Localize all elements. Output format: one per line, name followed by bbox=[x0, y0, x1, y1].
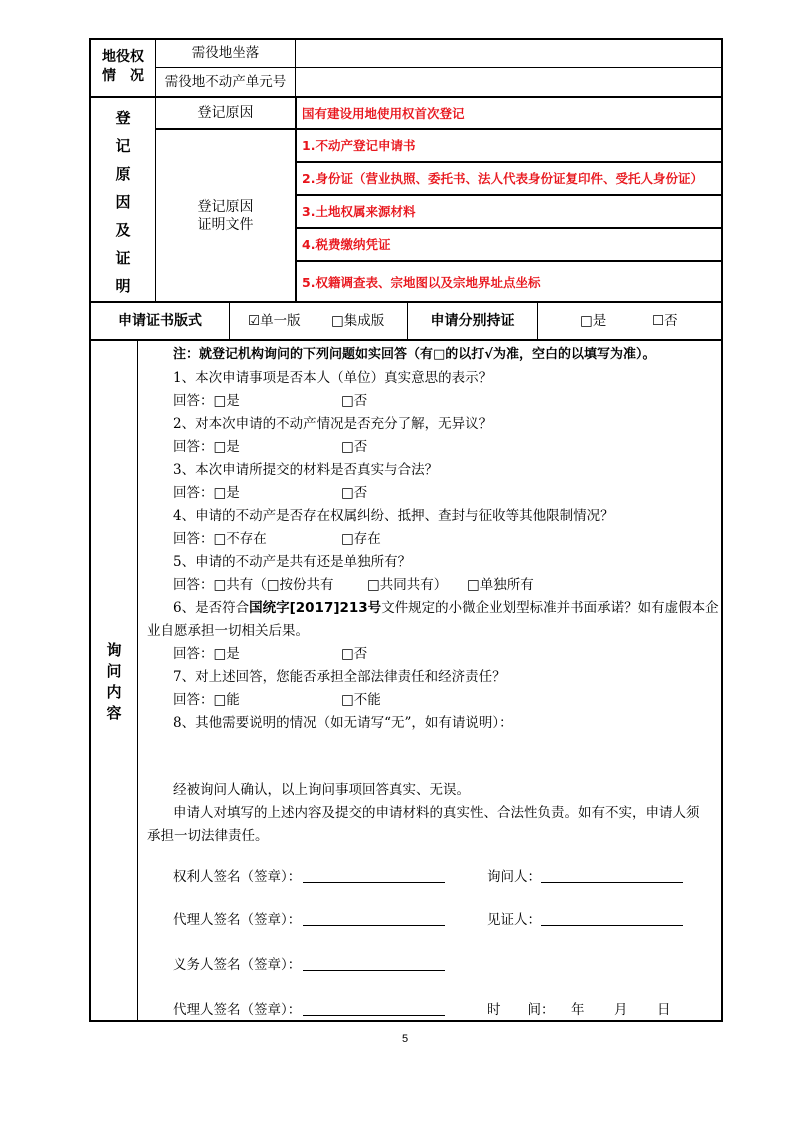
easement-header-line1: 地役权 bbox=[102, 49, 144, 65]
header-char: 问 bbox=[106, 662, 122, 680]
divider bbox=[229, 302, 230, 340]
easement-header-line2: 情 况 bbox=[102, 68, 144, 84]
header-char: 内 bbox=[106, 683, 122, 701]
answer-7-cannot[interactable]: □不能 bbox=[341, 692, 381, 708]
header-char: 明 bbox=[115, 277, 131, 295]
inquiry-note: 注：就登记机构询问的下列问题如实回答（有□的以打√为准，空白的以填写为准）。 bbox=[173, 347, 656, 362]
answer-4-not-exist[interactable]: 回答：□不存在 bbox=[173, 531, 267, 547]
obligor-signature-label: 义务人签名（签章）： bbox=[173, 957, 302, 973]
proof-doc-item[interactable]: 3.土地权属来源材料 bbox=[302, 204, 416, 219]
proof-docs-label-line1: 登记原因 bbox=[197, 199, 254, 215]
answer-6-yes[interactable]: 回答：□是 bbox=[173, 646, 240, 662]
divider bbox=[296, 161, 722, 163]
registration-side-header bbox=[91, 104, 155, 300]
question-6-text: 文件规定的小微企业划型标准并书面承诺？如有虚假本企 bbox=[381, 600, 719, 616]
divider bbox=[89, 96, 723, 98]
table-border-bottom bbox=[89, 1020, 723, 1022]
divider bbox=[537, 302, 538, 340]
header-char: 记 bbox=[115, 137, 131, 155]
agent-signature-line-1[interactable] bbox=[303, 925, 445, 926]
option-separate-no[interactable]: ☐否 bbox=[652, 313, 678, 329]
declaration-line1: 申请人对填写的上述内容及提交的申请材料的真实性、合法性负责。如有不实，申请人须 bbox=[173, 805, 700, 821]
proof-doc-item[interactable]: 5.权籍调查表、宗地图以及宗地界址点坐标 bbox=[302, 275, 541, 290]
answer-4-exist[interactable]: □存在 bbox=[341, 531, 381, 547]
answer-5-co-owned[interactable]: 回答：□共有（□按份共有 bbox=[173, 577, 334, 593]
proof-docs-label-line2: 证明文件 bbox=[197, 217, 254, 233]
year-label: 年 bbox=[571, 1002, 585, 1018]
answer-3-no[interactable]: □否 bbox=[341, 485, 368, 501]
answer-7-can[interactable]: 回答：□能 bbox=[173, 692, 240, 708]
divider bbox=[137, 340, 138, 1021]
header-char: 及 bbox=[115, 221, 131, 239]
option-single-version[interactable]: ☑单一版 bbox=[248, 313, 301, 329]
question-1: 1、本次申请事项是否本人（单位）真实意思的表示？ bbox=[173, 370, 493, 386]
proof-doc-item[interactable]: 4.税费缴纳凭证 bbox=[302, 237, 391, 252]
agent-signature-label-1: 代理人签名（签章）： bbox=[173, 912, 302, 928]
declaration-line2: 承担一切法律责任。 bbox=[147, 828, 269, 844]
answer-2-no[interactable]: □否 bbox=[341, 439, 368, 455]
rights-holder-signature-label: 权利人签名（签章）： bbox=[173, 869, 302, 885]
option-combined-version[interactable]: □集成版 bbox=[331, 313, 385, 329]
inquiry-side-header bbox=[91, 640, 137, 724]
header-char: 原 bbox=[115, 165, 131, 183]
certificate-format-label: 申请证书版式 bbox=[118, 313, 202, 329]
header-char: 因 bbox=[115, 193, 131, 211]
question-8: 8、其他需要说明的情况（如无请写“无”，如有请说明）： bbox=[173, 715, 513, 731]
answer-5-joint[interactable]: □共同共有） bbox=[367, 577, 448, 593]
header-char: 登 bbox=[115, 109, 131, 127]
answer-2-yes[interactable]: 回答：□是 bbox=[173, 439, 240, 455]
header-char: 证 bbox=[115, 249, 131, 267]
table-border-right bbox=[721, 38, 723, 1022]
obligor-signature-line[interactable] bbox=[303, 970, 445, 971]
document-reference: 国统字[2017]213号 bbox=[249, 600, 382, 616]
question-2: 2、对本次申请的不动产情况是否充分了解，无异议？ bbox=[173, 416, 493, 432]
question-4: 4、申请的不动产是否存在权属纠纷、抵押、查封与征收等其他限制情况？ bbox=[173, 508, 614, 524]
header-char: 询 bbox=[106, 641, 122, 659]
question-3: 3、本次申请所提交的材料是否真实与合法？ bbox=[173, 462, 439, 478]
divider bbox=[296, 260, 722, 262]
divider bbox=[296, 194, 722, 196]
dominant-land-location-label: 需役地坐落 bbox=[191, 45, 260, 61]
witness-signature-line[interactable] bbox=[541, 925, 683, 926]
inquirer-signature-line[interactable] bbox=[541, 882, 683, 883]
separate-certificate-label: 申请分别持证 bbox=[430, 313, 515, 329]
divider bbox=[155, 67, 722, 68]
answer-1-yes[interactable]: 回答：□是 bbox=[173, 393, 240, 409]
divider bbox=[295, 38, 296, 98]
confirmation-statement: 经被询问人确认，以上询问事项回答真实、无误。 bbox=[173, 782, 470, 798]
option-separate-yes[interactable]: □是 bbox=[580, 313, 607, 329]
witness-label: 见证人： bbox=[487, 912, 541, 928]
answer-1-no[interactable]: □否 bbox=[341, 393, 368, 409]
question-5: 5、申请的不动产是共有还是单独所有？ bbox=[173, 554, 412, 570]
page-number: 5 bbox=[402, 1033, 409, 1045]
day-label: 日 bbox=[657, 1002, 671, 1018]
answer-6-no[interactable]: □否 bbox=[341, 646, 368, 662]
month-label: 月 bbox=[614, 1002, 628, 1018]
divider bbox=[155, 128, 722, 130]
dominant-land-unit-label: 需役地不动产单元号 bbox=[164, 74, 287, 90]
header-char: 容 bbox=[106, 704, 122, 722]
proof-doc-item[interactable]: 2.身份证（营业执照、委托书、法人代表身份证复印件、受托人身份证） bbox=[302, 171, 703, 186]
divider bbox=[89, 301, 723, 303]
question-6-line2: 业自愿承担一切相关后果。 bbox=[147, 623, 309, 639]
answer-5-sole[interactable]: □单独所有 bbox=[467, 577, 534, 593]
table-border-top bbox=[89, 38, 723, 40]
divider bbox=[296, 227, 722, 229]
question-7: 7、对上述回答，您能否承担全部法律责任和经济责任？ bbox=[173, 669, 506, 685]
agent-signature-label-2: 代理人签名（签章）： bbox=[173, 1002, 302, 1018]
question-6-text: 6、是否符合 bbox=[173, 600, 250, 616]
agent-signature-line-2[interactable] bbox=[303, 1015, 445, 1016]
time-label: 时 间： bbox=[487, 1002, 555, 1018]
registration-reason-value[interactable]: 国有建设用地使用权首次登记 bbox=[302, 106, 465, 121]
question-6 bbox=[173, 599, 719, 617]
rights-holder-signature-line[interactable] bbox=[303, 882, 445, 883]
proof-doc-item[interactable]: 1.不动产登记申请书 bbox=[302, 138, 416, 153]
registration-reason-label: 登记原因 bbox=[197, 105, 254, 121]
answer-3-yes[interactable]: 回答：□是 bbox=[173, 485, 240, 501]
inquirer-label: 询问人： bbox=[487, 869, 541, 885]
divider bbox=[89, 339, 723, 341]
